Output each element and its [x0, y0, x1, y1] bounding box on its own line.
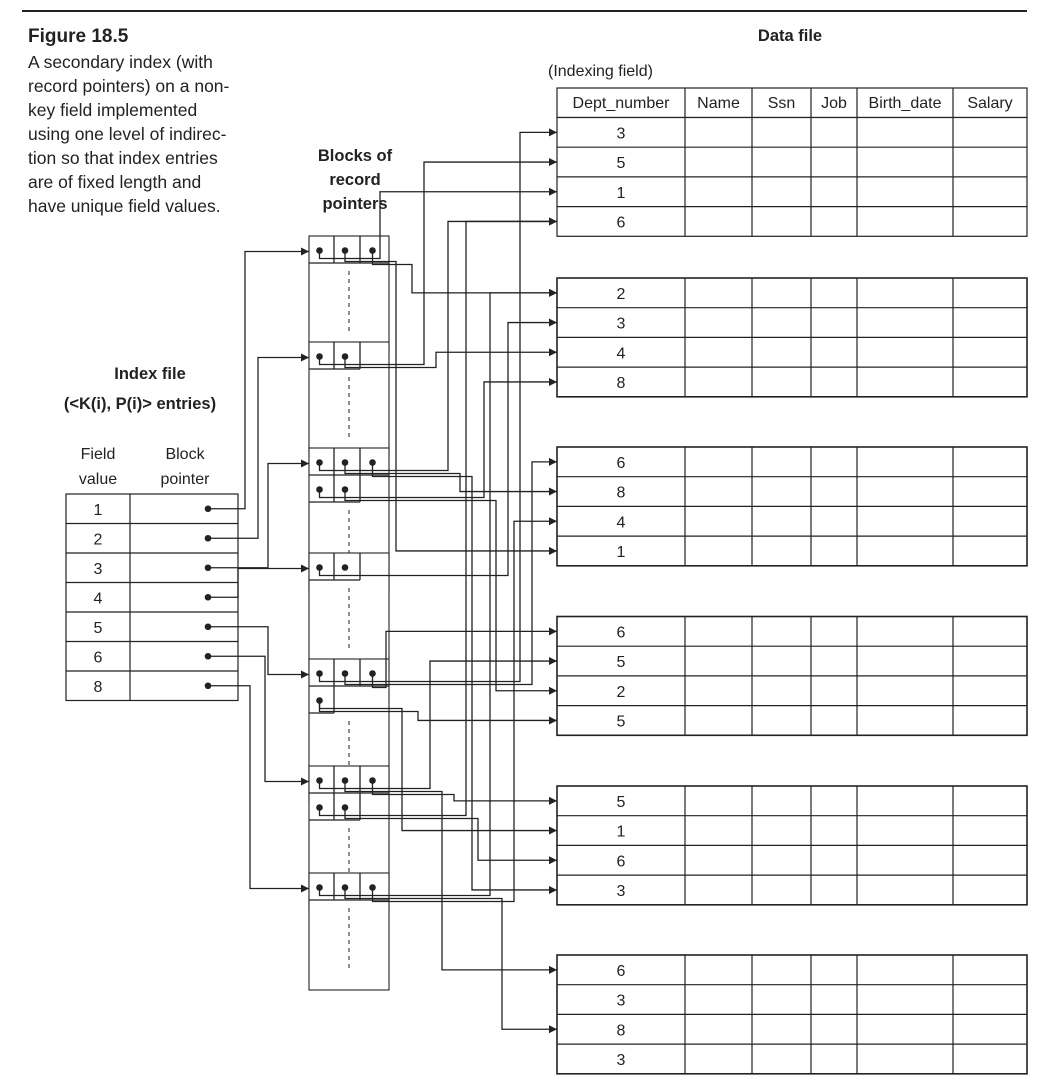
caption-line-3: key field implemented: [28, 100, 198, 120]
dept-number-value: 2: [616, 286, 626, 303]
index-file-subtitle: (<K(i), P(i)> entries): [63, 395, 217, 413]
dept-number-value: 8: [616, 375, 626, 393]
column-header-name: Name: [697, 95, 740, 112]
dept-number-value: 5: [616, 654, 626, 672]
index-col-header-pointer-2: pointer: [160, 471, 210, 488]
dept-number-value: 6: [616, 455, 626, 472]
index-field-value: 3: [93, 561, 103, 578]
record-pointer-arrow: [373, 631, 558, 687]
pointer-block-frame: [309, 873, 389, 990]
data-file-tables: [557, 88, 1027, 1074]
caption-line-4: using one level of indirec-: [28, 124, 227, 144]
dept-number-value: 3: [616, 883, 626, 901]
pointer-block-frame: [309, 553, 389, 670]
index-to-block-arrow: [208, 686, 309, 889]
index-field-value: 2: [93, 531, 103, 549]
column-header-dept-number: Dept_number: [572, 95, 670, 112]
caption-line-2: record pointers) on a non-: [28, 76, 230, 96]
data-block-1: [557, 118, 1027, 237]
record-pointer-dot: [342, 564, 349, 571]
data-file-title: Data file: [757, 27, 823, 45]
index-field-value: 5: [93, 620, 103, 637]
index-file-table: [66, 446, 238, 701]
pointer-block-4: [309, 553, 389, 670]
index-col-header-field-1: Field: [80, 446, 116, 463]
dept-number-value: 1: [616, 184, 626, 202]
index-field-value: 6: [93, 649, 103, 667]
index-field-value: 8: [93, 679, 103, 696]
caption-line-6: are of fixed length and: [28, 172, 202, 192]
column-header-birth-date: Birth_date: [868, 95, 942, 112]
dept-number-value: 6: [616, 963, 626, 980]
data-block-2: [557, 278, 1027, 397]
pointer-block-frame: [309, 236, 389, 353]
dept-number-value: 6: [616, 624, 626, 642]
caption-line-7: have unique field values.: [28, 196, 221, 216]
column-header-ssn: Ssn: [767, 95, 796, 112]
caption-line-5: tion so that index entries: [28, 148, 218, 168]
figure-title: Figure 18.5: [28, 26, 129, 47]
dept-number-value: 3: [616, 992, 626, 1010]
column-header-salary: Salary: [967, 95, 1013, 112]
dept-number-value: 3: [616, 1052, 626, 1070]
data-block-4: [557, 617, 1027, 736]
index-col-header-pointer-1: Block: [165, 446, 205, 463]
pointer-block-1: [309, 236, 389, 353]
dept-number-value: 1: [616, 544, 626, 562]
caption-line-1: A secondary index (with: [28, 52, 213, 72]
record-pointer-arrow: [373, 781, 558, 801]
dept-number-value: 3: [616, 125, 626, 143]
pointer-block-7: [309, 873, 389, 990]
data-block-3: [557, 447, 1027, 566]
dept-number-value: 1: [616, 823, 626, 841]
dept-number-value: 6: [616, 214, 626, 232]
dept-number-value: 5: [616, 794, 626, 811]
dept-number-value: 6: [616, 853, 626, 871]
blocks-title-line-2: record: [329, 171, 381, 189]
dept-number-value: 4: [616, 514, 626, 532]
dept-number-value: 4: [616, 345, 626, 363]
data-block-5: [557, 786, 1027, 905]
index-file-title: Index file: [114, 365, 186, 383]
index-field-value: 1: [93, 502, 103, 519]
dept-number-value: 3: [616, 315, 626, 333]
dept-number-value: 5: [616, 713, 626, 731]
indexing-field-label: (Indexing field): [548, 63, 653, 80]
dept-number-value: 8: [616, 484, 626, 502]
index-field-value: 4: [93, 590, 103, 608]
data-block-6: [557, 955, 1027, 1074]
blocks-title-line-3: pointers: [322, 195, 388, 213]
dept-number-value: 8: [616, 1022, 626, 1040]
record-pointer-blocks: [309, 236, 389, 990]
dept-number-value: 2: [616, 683, 626, 701]
record-pointer-arrow: [373, 463, 558, 890]
blocks-title-line-1: Blocks of: [317, 147, 393, 165]
record-pointer-arrow: [373, 251, 558, 293]
pointer-block-2: [309, 342, 389, 457]
index-col-header-field-2: value: [78, 471, 118, 488]
column-header-job: Job: [821, 95, 847, 112]
dept-number-value: 5: [616, 155, 626, 173]
